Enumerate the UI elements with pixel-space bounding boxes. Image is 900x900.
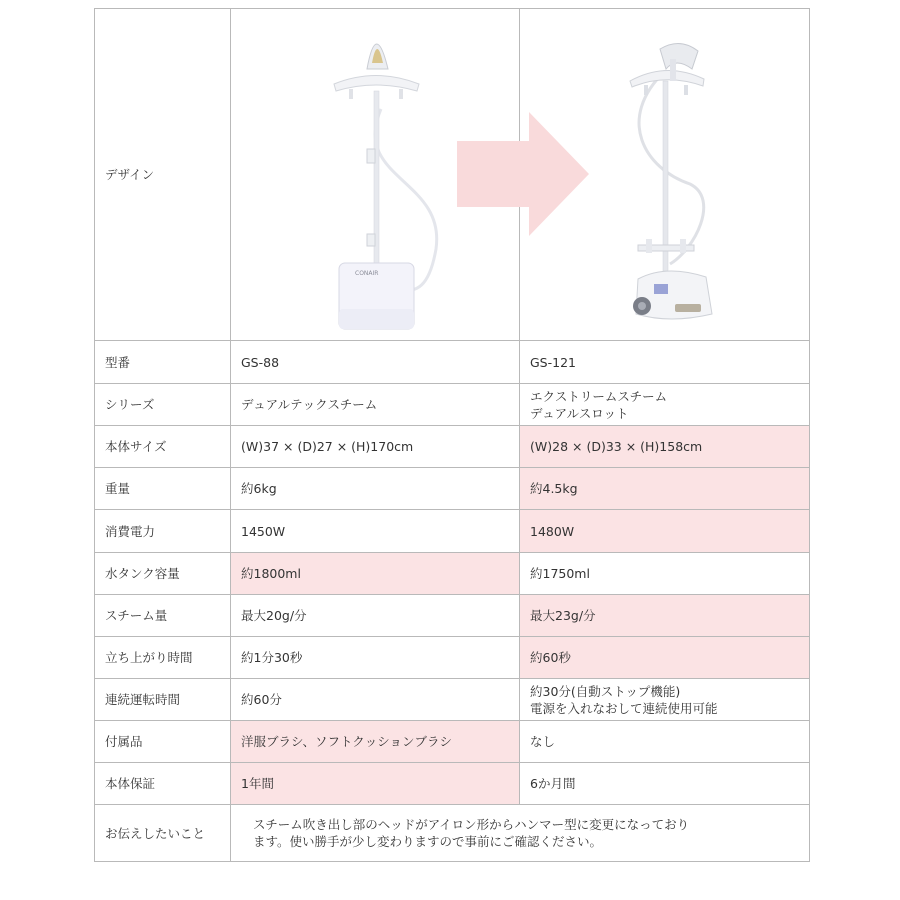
- steamer-gs88-brand: CONAIR: [355, 270, 379, 277]
- spec-row: [95, 637, 810, 679]
- cell-new-value: 約30分(自動ストップ機能) 電源を入れなおして連続使用可能: [520, 679, 810, 721]
- cell-new-value: なし: [520, 721, 810, 763]
- cell-new-value: エクストリームスチーム デュアルスロット: [520, 384, 810, 426]
- notice-label: お伝えしたいこと: [95, 805, 231, 862]
- row-label: 本体サイズ: [95, 426, 231, 468]
- cell-old-value: 最大20g/分: [231, 595, 520, 637]
- cell-old-value: 1年間: [231, 763, 520, 805]
- spec-row: [95, 553, 810, 595]
- row-label: 型番: [95, 341, 231, 384]
- cell-new-value: 約1750ml: [520, 553, 810, 595]
- cell-old-value: 1450W: [231, 510, 520, 553]
- notice-text: スチーム吹き出し部のヘッドがアイロン形からハンマー型に変更になっており ます。使い勝手が少し変わりますので事前にご確認ください。: [231, 805, 810, 862]
- cell-new-value: 約4.5kg: [520, 468, 810, 510]
- cell-old-value: 約1分30秒: [231, 637, 520, 679]
- row-label: 連続運転時間: [95, 679, 231, 721]
- row-label: 水タンク容量: [95, 553, 231, 595]
- cell-new-value: 最大23g/分: [520, 595, 810, 637]
- row-label: 重量: [95, 468, 231, 510]
- row-label: シリーズ: [95, 384, 231, 426]
- cell-old-value: 約60分: [231, 679, 520, 721]
- cell-new-value: GS-121: [520, 341, 810, 384]
- spec-row: [95, 426, 810, 468]
- notice-row: [95, 805, 810, 862]
- spec-row: [95, 510, 810, 553]
- row-label: 本体保証: [95, 763, 231, 805]
- cell-old-value: GS-88: [231, 341, 520, 384]
- right-arrow-icon: [455, 110, 595, 240]
- spec-row: [95, 341, 810, 384]
- cell-old-value: 約6kg: [231, 468, 520, 510]
- cell-old-value: 洋服ブラシ、ソフトクッションブラシ: [231, 721, 520, 763]
- spec-row: [95, 595, 810, 637]
- cell-new-value: 6か月間: [520, 763, 810, 805]
- cell-old-value: (W)37 × (D)27 × (H)170cm: [231, 426, 520, 468]
- cell-new-value: 1480W: [520, 510, 810, 553]
- spec-row: [95, 468, 810, 510]
- cell-new-value: 約60秒: [520, 637, 810, 679]
- row-label-design: デザイン: [95, 9, 231, 341]
- spec-row: [95, 679, 810, 721]
- spec-row: [95, 384, 810, 426]
- cell-old-value: 約1800ml: [231, 553, 520, 595]
- cell-new-value: (W)28 × (D)33 × (H)158cm: [520, 426, 810, 468]
- row-label: スチーム量: [95, 595, 231, 637]
- spec-row: [95, 721, 810, 763]
- cell-old-value: デュアルテックスチーム: [231, 384, 520, 426]
- row-design: [95, 9, 810, 341]
- row-label: 付属品: [95, 721, 231, 763]
- spec-comparison-table: [94, 8, 810, 862]
- spec-row: [95, 763, 810, 805]
- row-label: 消費電力: [95, 510, 231, 553]
- row-label: 立ち上がり時間: [95, 637, 231, 679]
